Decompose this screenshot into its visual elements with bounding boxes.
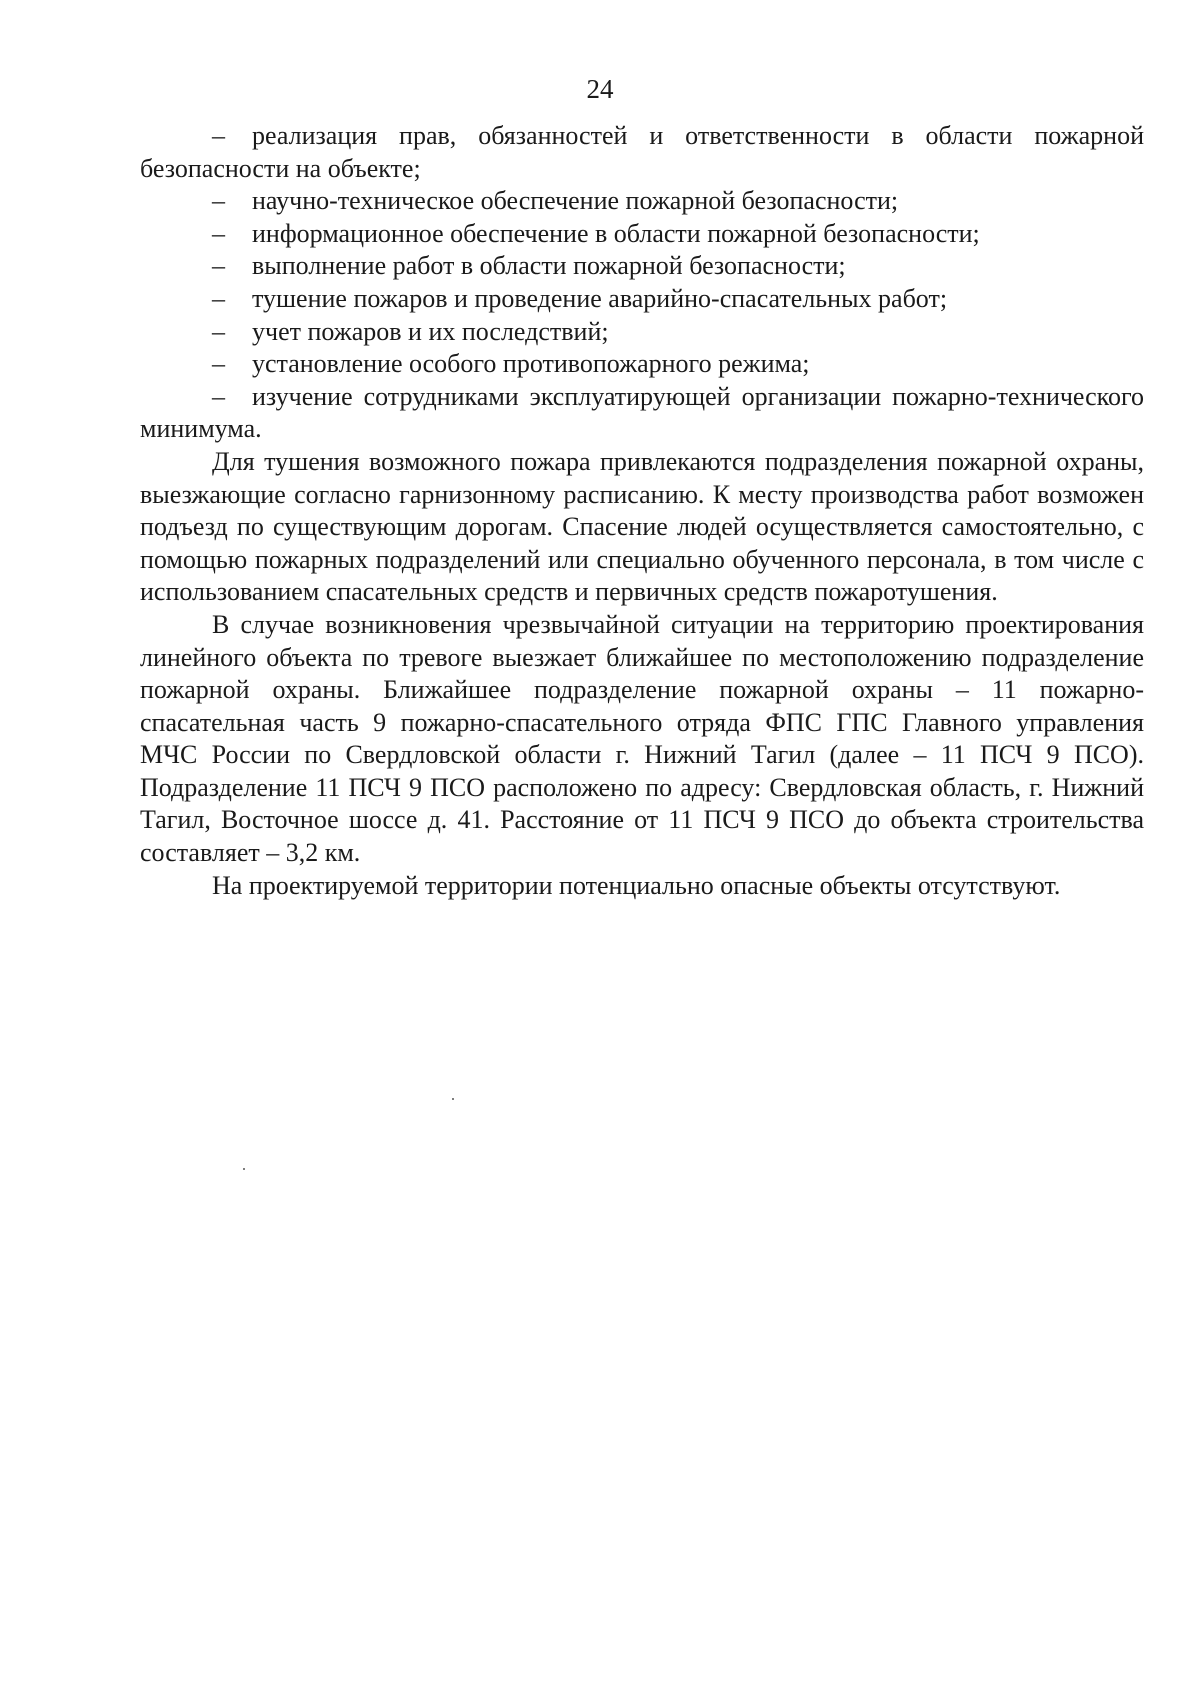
- list-item-text: учет пожаров и их последствий;: [252, 316, 609, 346]
- list-dash: –: [212, 121, 225, 150]
- list-item-text: тушение пожаров и проведение аварийно-спасательных работ;: [252, 283, 948, 313]
- list-item: [140, 381, 1144, 446]
- list-dash: –: [212, 316, 225, 346]
- paragraph-hazard-objects: На проектируемой территории потенциально опасные объекты отсутствуют.: [212, 870, 1061, 900]
- scan-speck: [243, 1168, 245, 1170]
- page-number: 24: [586, 74, 614, 104]
- list-item: [140, 218, 1144, 251]
- list-item: [140, 120, 1144, 185]
- document-body: [140, 120, 1144, 902]
- list-item-text: научно-техническое обеспечение пожарной безопасности;: [252, 186, 899, 216]
- list-item-text: выполнение работ в области пожарной безопасности;: [252, 251, 846, 281]
- list-item: [140, 250, 1144, 283]
- list-item-text: информационное обеспечение в области пожарной безопасности;: [252, 218, 980, 248]
- paragraph-fire-response: Для тушения возможного пожара привлекаются подразделения пожарной охраны, выезжающие согласно гарнизонному расписанию. К месту производства работ возможен подъезд по существующим дорогам. Спасение людей осуществляется самостоятельно, с помощью пожарных подразделений или специально обученного персонала, в том числе с использованием спасательных средств и первичных средств пожаротушения.: [140, 446, 1144, 607]
- list-item: [140, 185, 1144, 218]
- list-item-text: изучение сотрудниками эксплуатирующей организации пожарно-технического минимума.: [140, 381, 1144, 444]
- list-item-text: реализация прав, обязанностей и ответственности в области пожарной безопасности на объекте;: [140, 121, 1144, 183]
- list-dash: –: [212, 381, 225, 411]
- list-dash: –: [212, 186, 225, 216]
- list-dash: –: [212, 349, 225, 379]
- list-dash: –: [212, 218, 225, 248]
- list-item: [140, 283, 1144, 316]
- scan-speck: [452, 1098, 454, 1100]
- list-item: [140, 316, 1144, 349]
- list-dash: –: [212, 251, 225, 281]
- list-item: [140, 348, 1144, 381]
- paragraph-emergency-unit: В случае возникновения чрезвычайной ситуации на территорию проектирования линейного объекта по тревоге выезжает ближайшее по местоположению подразделение пожарной охраны. Ближайшее подразделение пожарной охраны – 11 пожарно-спасательная часть 9 пожарно-спасательного отряда ФПС ГПС Главного управления МЧС России по Свердловской области г. Нижний Тагил (далее – 11 ПСЧ 9 ПСО). Подразделение 11 ПСЧ 9 ПСО расположено по адресу: Свердловская область, г. Нижний Тагил, Восточное шоссе д. 41. Расстояние от 11 ПСЧ 9 ПСО до объекта строительства составляет – 3,2 км.: [140, 609, 1144, 868]
- list-item-text: установление особого противопожарного режима;: [252, 349, 810, 379]
- list-dash: –: [212, 283, 225, 313]
